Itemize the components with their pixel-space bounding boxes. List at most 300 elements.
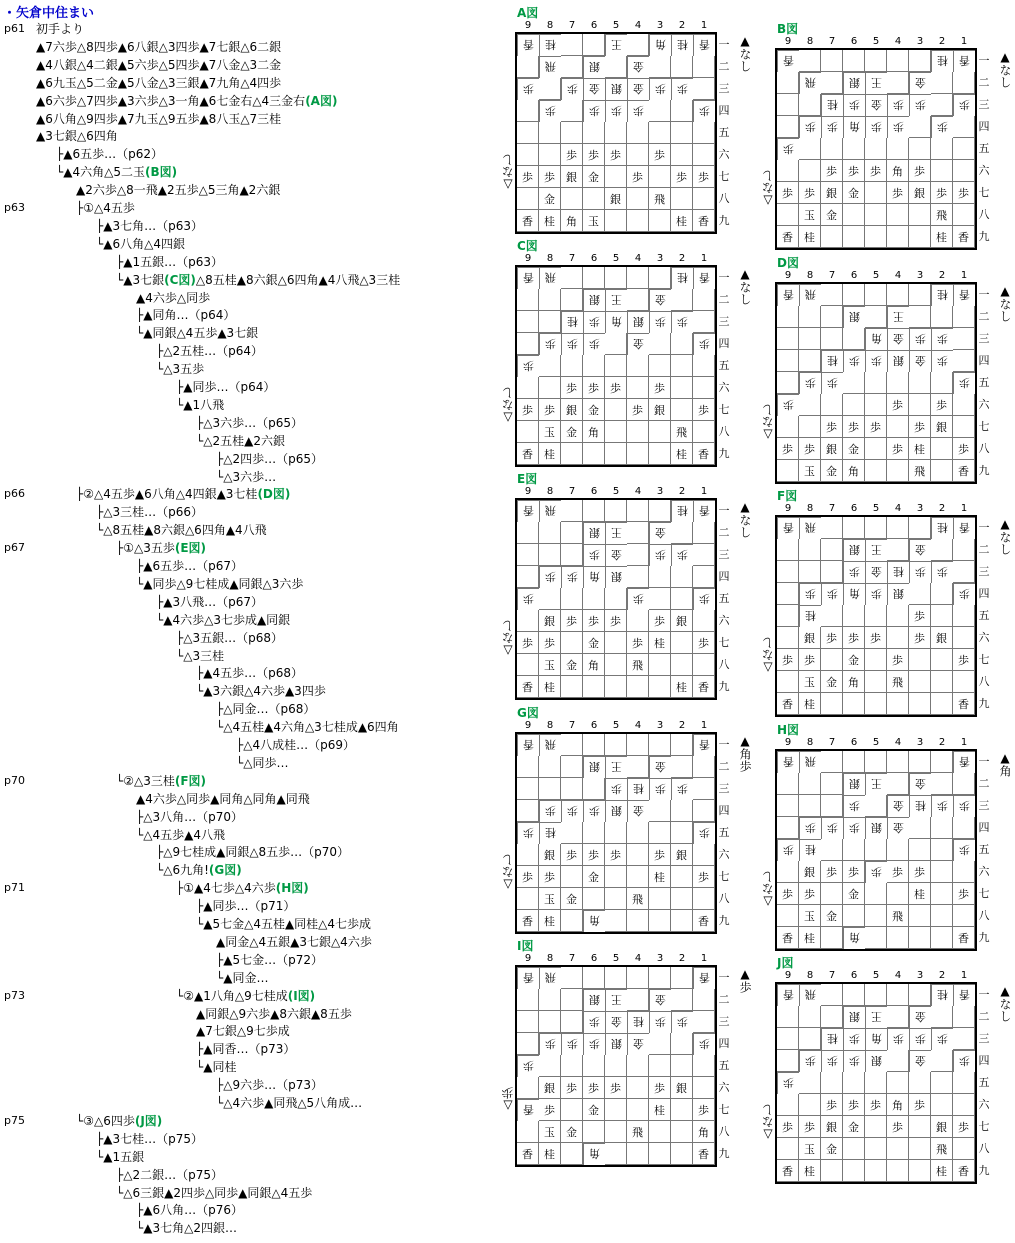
rank-number: 四 <box>978 1054 990 1067</box>
board-square <box>865 372 887 394</box>
rank-number: 四 <box>718 804 730 817</box>
rank-number: 四 <box>718 337 730 350</box>
board-square: 飛 <box>887 905 909 927</box>
board-square: 香 <box>953 927 975 949</box>
board-square <box>671 734 693 756</box>
board-square: 香 <box>517 910 539 932</box>
board-square: 銀 <box>605 800 627 822</box>
board-square: 銀 <box>561 399 583 421</box>
file-number: 7 <box>828 36 836 47</box>
board-square: 桂 <box>627 778 649 800</box>
board-square <box>931 438 953 460</box>
gote-hand: △なし <box>761 1104 775 1142</box>
board-square: 銀 <box>561 166 583 188</box>
board-square: 王 <box>865 539 887 561</box>
rank-number: 四 <box>718 1037 730 1050</box>
file-number: 3 <box>656 486 664 497</box>
rank-number: 九 <box>978 931 990 944</box>
board-square <box>821 693 843 715</box>
board-square <box>517 566 539 588</box>
page-ref: p71 <box>4 881 25 895</box>
board-square: 飛 <box>539 56 561 78</box>
board-square <box>887 751 909 773</box>
move-text: ├△2四歩…（p65） <box>216 451 323 466</box>
board-square: 歩 <box>865 861 887 883</box>
board-square <box>887 627 909 649</box>
board-square: 歩 <box>843 1094 865 1116</box>
board-square: 歩 <box>865 160 887 182</box>
board-square <box>799 1028 821 1050</box>
board-diagram <box>501 237 765 462</box>
diagram-ref[interactable]: (J図) <box>134 1113 163 1128</box>
move-text: └△2五桂▲2六銀 <box>196 433 285 448</box>
diagram-label: I図 <box>517 939 534 953</box>
board-square <box>649 800 671 822</box>
board-square <box>561 756 583 778</box>
board-square: 飛 <box>799 984 821 1006</box>
page-ref: p73 <box>4 988 25 1002</box>
board-square <box>887 1138 909 1160</box>
board-square: 歩 <box>671 311 693 333</box>
board-square <box>887 416 909 438</box>
board-square: 金 <box>843 438 865 460</box>
move-line <box>76 1114 162 1128</box>
board-square <box>561 632 583 654</box>
board-square <box>909 517 931 539</box>
board-square: 歩 <box>865 350 887 372</box>
board-square: 歩 <box>539 800 561 822</box>
move-text: ▲7七銀△9七歩成 <box>196 1024 290 1039</box>
shogi-board <box>775 515 977 717</box>
board-square <box>799 1072 821 1094</box>
board-square <box>843 517 865 539</box>
move-line <box>176 881 309 895</box>
board-square: 金 <box>627 800 649 822</box>
board-square <box>799 416 821 438</box>
shogi-board <box>775 749 977 951</box>
board-square: 歩 <box>517 632 539 654</box>
board-square: 銀 <box>821 438 843 460</box>
move-text: ▲6六歩△7四歩▲3六歩△3一角▲6七金右△4三金右 <box>36 93 306 108</box>
rank-number: 七 <box>718 403 730 416</box>
board-square <box>605 333 627 355</box>
rank-number: 九 <box>718 214 730 227</box>
board-square: 歩 <box>649 778 671 800</box>
board-square: 歩 <box>583 610 605 632</box>
board-square <box>821 927 843 949</box>
board-square: 桂 <box>887 561 909 583</box>
file-number: 8 <box>806 270 814 281</box>
rank-number: 四 <box>978 821 990 834</box>
board-square <box>583 676 605 698</box>
board-square: 飛 <box>799 751 821 773</box>
diagram-ref[interactable]: (E図) <box>174 541 207 556</box>
board-square: 歩 <box>821 627 843 649</box>
board-square <box>799 350 821 372</box>
file-number: 2 <box>678 720 686 731</box>
board-square <box>777 627 799 649</box>
board-square: 香 <box>953 50 975 72</box>
board-square: 歩 <box>777 438 799 460</box>
board-square <box>627 756 649 778</box>
move-line <box>136 828 225 842</box>
diagram-ref[interactable]: (B図) <box>144 165 178 180</box>
board-square <box>693 122 715 144</box>
file-numbers <box>777 970 975 981</box>
rank-number: 五 <box>978 609 990 622</box>
move-line <box>156 344 263 358</box>
board-square: 歩 <box>777 182 799 204</box>
file-numbers <box>517 953 715 964</box>
move-line <box>196 666 303 680</box>
board-square <box>953 72 975 94</box>
board-square: 歩 <box>799 182 821 204</box>
board-square: 歩 <box>693 822 715 844</box>
board-square <box>517 144 539 166</box>
board-square <box>649 100 671 122</box>
board-square <box>517 888 539 910</box>
move-text: ├▲同角…（p64） <box>136 308 236 323</box>
board-square <box>821 751 843 773</box>
move-line <box>36 129 118 143</box>
board-square <box>777 94 799 116</box>
board-square: 金 <box>865 561 887 583</box>
board-square <box>887 883 909 905</box>
board-square: 金 <box>843 883 865 905</box>
rank-number: 一 <box>718 504 730 517</box>
move-line <box>156 362 204 376</box>
board-square <box>821 1006 843 1028</box>
board-square <box>887 1006 909 1028</box>
board-square <box>843 138 865 160</box>
board-square <box>865 138 887 160</box>
file-number: 8 <box>806 503 814 514</box>
rank-number: 五 <box>718 359 730 372</box>
board-square: 銀 <box>821 182 843 204</box>
rank-number: 八 <box>718 1125 730 1138</box>
diagram-label: J図 <box>777 956 794 970</box>
board-square: 歩 <box>561 566 583 588</box>
board-square <box>671 333 693 355</box>
board-square: 歩 <box>671 778 693 800</box>
board-square: 歩 <box>953 372 975 394</box>
board-square: 金 <box>583 399 605 421</box>
board-square <box>649 910 671 932</box>
board-square <box>953 204 975 226</box>
move-line <box>116 1186 312 1200</box>
board-square <box>671 756 693 778</box>
board-square <box>887 693 909 715</box>
board-diagram <box>761 20 1015 245</box>
move-text: ├△3五銀…（p68） <box>176 630 283 645</box>
file-numbers <box>517 486 715 497</box>
board-square: 桂 <box>539 34 561 56</box>
rank-number: 九 <box>978 697 990 710</box>
board-square: 金 <box>887 817 909 839</box>
board-square: 金 <box>627 56 649 78</box>
board-square <box>821 605 843 627</box>
file-number: 1 <box>700 953 708 964</box>
board-square: 金 <box>649 756 671 778</box>
rank-number: 五 <box>978 843 990 856</box>
move-line <box>216 452 323 466</box>
board-square <box>777 861 799 883</box>
board-square: 桂 <box>909 883 931 905</box>
board-square: 歩 <box>821 861 843 883</box>
board-square <box>627 566 649 588</box>
diagram-ref[interactable]: (C図) <box>164 272 196 287</box>
board-square: 歩 <box>517 399 539 421</box>
board-square: 銀 <box>671 1077 693 1099</box>
board-square <box>517 377 539 399</box>
board-square <box>605 267 627 289</box>
board-square <box>953 627 975 649</box>
file-number: 5 <box>872 36 880 47</box>
board-square <box>561 1055 583 1077</box>
board-square <box>865 1160 887 1182</box>
board-square <box>627 967 649 989</box>
board-square: 金 <box>605 544 627 566</box>
board-square <box>865 984 887 1006</box>
board-square <box>953 306 975 328</box>
file-number: 3 <box>656 953 664 964</box>
board-square <box>799 138 821 160</box>
move-line <box>136 291 210 305</box>
board-square <box>909 394 931 416</box>
board-square: 歩 <box>887 394 909 416</box>
board-square <box>539 78 561 100</box>
board-square: 玉 <box>583 210 605 232</box>
board-square <box>843 284 865 306</box>
board-square <box>887 204 909 226</box>
board-square <box>909 583 931 605</box>
board-square <box>517 610 539 632</box>
board-square: 歩 <box>843 817 865 839</box>
board-square <box>671 355 693 377</box>
board-square: 香 <box>693 910 715 932</box>
board-square <box>605 866 627 888</box>
board-square: 桂 <box>671 676 693 698</box>
board-square <box>539 144 561 166</box>
diagram-ref[interactable]: (D図) <box>257 487 291 502</box>
board-square: 香 <box>693 34 715 56</box>
file-number: 7 <box>568 486 576 497</box>
board-square: 香 <box>517 1099 539 1121</box>
board-square <box>649 56 671 78</box>
move-line <box>216 470 276 484</box>
board-square <box>931 927 953 949</box>
board-square: 歩 <box>583 333 605 355</box>
rank-number: 六 <box>718 848 730 861</box>
move-text: ▲同金△4五銀▲3七銀△4六歩 <box>216 934 372 949</box>
board-square: 歩 <box>627 399 649 421</box>
file-number: 5 <box>612 253 620 264</box>
move-text: └△3五歩 <box>156 362 205 377</box>
file-number: 6 <box>850 737 858 748</box>
rank-numbers <box>977 984 991 1182</box>
diagram-ref[interactable]: (A図) <box>305 93 338 108</box>
board-square <box>865 50 887 72</box>
board-square <box>517 1077 539 1099</box>
diagram-ref[interactable]: (F図) <box>174 773 207 788</box>
board-square <box>517 56 539 78</box>
file-number: 4 <box>894 737 902 748</box>
board-square: 玉 <box>539 1121 561 1143</box>
move-line <box>156 595 263 609</box>
board-square <box>539 756 561 778</box>
board-square: 歩 <box>605 144 627 166</box>
board-square <box>693 377 715 399</box>
rank-number: 八 <box>978 208 990 221</box>
board-square: 香 <box>693 267 715 289</box>
board-square: 歩 <box>539 566 561 588</box>
move-line <box>196 1007 352 1021</box>
move-text: ├▲3七角…（p63） <box>96 218 203 233</box>
board-square <box>561 822 583 844</box>
board-square <box>865 905 887 927</box>
board-square: 香 <box>777 751 799 773</box>
move-line <box>196 899 295 913</box>
board-square <box>649 566 671 588</box>
diagram-ref[interactable]: (I図) <box>287 988 316 1003</box>
board-square <box>605 888 627 910</box>
file-number: 7 <box>568 953 576 964</box>
board-square: 香 <box>693 210 715 232</box>
move-line <box>56 147 163 161</box>
rank-number: 三 <box>978 98 990 111</box>
board-square <box>671 289 693 311</box>
board-square <box>799 306 821 328</box>
board-square <box>693 989 715 1011</box>
board-square: 金 <box>909 350 931 372</box>
board-square: 歩 <box>953 883 975 905</box>
board-square: 銀 <box>583 56 605 78</box>
board-square <box>693 56 715 78</box>
file-number: 3 <box>916 737 924 748</box>
file-number: 8 <box>806 36 814 47</box>
board-square <box>909 306 931 328</box>
board-square <box>627 1099 649 1121</box>
board-square: 歩 <box>605 100 627 122</box>
board-square <box>887 50 909 72</box>
diagram-ref[interactable]: (G図) <box>208 863 242 878</box>
board-square: 飛 <box>887 671 909 693</box>
move-line <box>96 1132 203 1146</box>
rank-number: 二 <box>978 777 990 790</box>
file-number: 1 <box>700 253 708 264</box>
board-square: 歩 <box>931 182 953 204</box>
board-square <box>561 676 583 698</box>
board-square <box>671 100 693 122</box>
diagram-label: D図 <box>777 256 799 270</box>
board-square <box>931 1072 953 1094</box>
board-square <box>671 1121 693 1143</box>
board-square: 歩 <box>561 844 583 866</box>
rank-number: 五 <box>718 126 730 139</box>
board-square: 角 <box>561 210 583 232</box>
file-number: 3 <box>916 270 924 281</box>
board-square <box>561 100 583 122</box>
board-square <box>517 188 539 210</box>
rank-number: 三 <box>718 82 730 95</box>
rank-number: 六 <box>718 614 730 627</box>
board-square <box>517 844 539 866</box>
board-square <box>799 1094 821 1116</box>
board-square: 歩 <box>777 839 799 861</box>
rank-number: 四 <box>718 570 730 583</box>
move-text: └△3六歩… <box>216 469 277 484</box>
file-number: 4 <box>894 970 902 981</box>
file-numbers <box>777 270 975 281</box>
board-square: 歩 <box>693 100 715 122</box>
board-square <box>843 50 865 72</box>
board-square: 歩 <box>865 416 887 438</box>
move-text: ├①△3五歩 <box>116 541 175 556</box>
board-square <box>865 839 887 861</box>
board-square: 歩 <box>561 1033 583 1055</box>
file-number: 5 <box>872 970 880 981</box>
move-line <box>76 183 280 197</box>
board-square: 金 <box>605 1011 627 1033</box>
board-square <box>887 460 909 482</box>
board-square <box>887 773 909 795</box>
move-text: └△同歩… <box>236 755 289 770</box>
rank-number: 六 <box>978 631 990 644</box>
board-square <box>865 204 887 226</box>
diagram-label: B図 <box>777 22 799 36</box>
board-square: 銀 <box>931 416 953 438</box>
board-square: 金 <box>843 1116 865 1138</box>
board-square: 歩 <box>583 544 605 566</box>
board-square: 金 <box>909 1006 931 1028</box>
board-square: 香 <box>953 460 975 482</box>
board-square <box>865 1072 887 1094</box>
board-square <box>627 1077 649 1099</box>
board-square <box>953 605 975 627</box>
board-square: 歩 <box>953 583 975 605</box>
rank-numbers <box>717 34 731 232</box>
board-square: 銀 <box>671 844 693 866</box>
board-square <box>649 1055 671 1077</box>
board-square: 歩 <box>777 883 799 905</box>
board-square: 桂 <box>649 632 671 654</box>
board-square <box>671 377 693 399</box>
board-square <box>693 654 715 676</box>
board-square <box>627 188 649 210</box>
board-square: 香 <box>693 443 715 465</box>
board-square <box>627 610 649 632</box>
board-square: 歩 <box>931 328 953 350</box>
board-square: 銀 <box>583 989 605 1011</box>
board-square: 歩 <box>671 166 693 188</box>
board-square: 金 <box>539 188 561 210</box>
rank-number: 二 <box>978 310 990 323</box>
board-square: 飛 <box>539 500 561 522</box>
board-square <box>909 649 931 671</box>
diagram-ref[interactable]: (H図) <box>275 881 309 896</box>
board-square: 金 <box>627 78 649 100</box>
move-text: ├△4八成桂…（p69） <box>236 738 355 752</box>
rank-number: 二 <box>718 60 730 73</box>
board-square: 歩 <box>649 311 671 333</box>
board-square <box>627 34 649 56</box>
board-square <box>605 588 627 610</box>
board-square <box>909 372 931 394</box>
board-square: 銀 <box>909 182 931 204</box>
rank-number: 五 <box>718 1059 730 1072</box>
move-text: └▲5七金△4五桂▲同桂△4七歩成 <box>196 917 372 931</box>
board-square <box>627 544 649 566</box>
